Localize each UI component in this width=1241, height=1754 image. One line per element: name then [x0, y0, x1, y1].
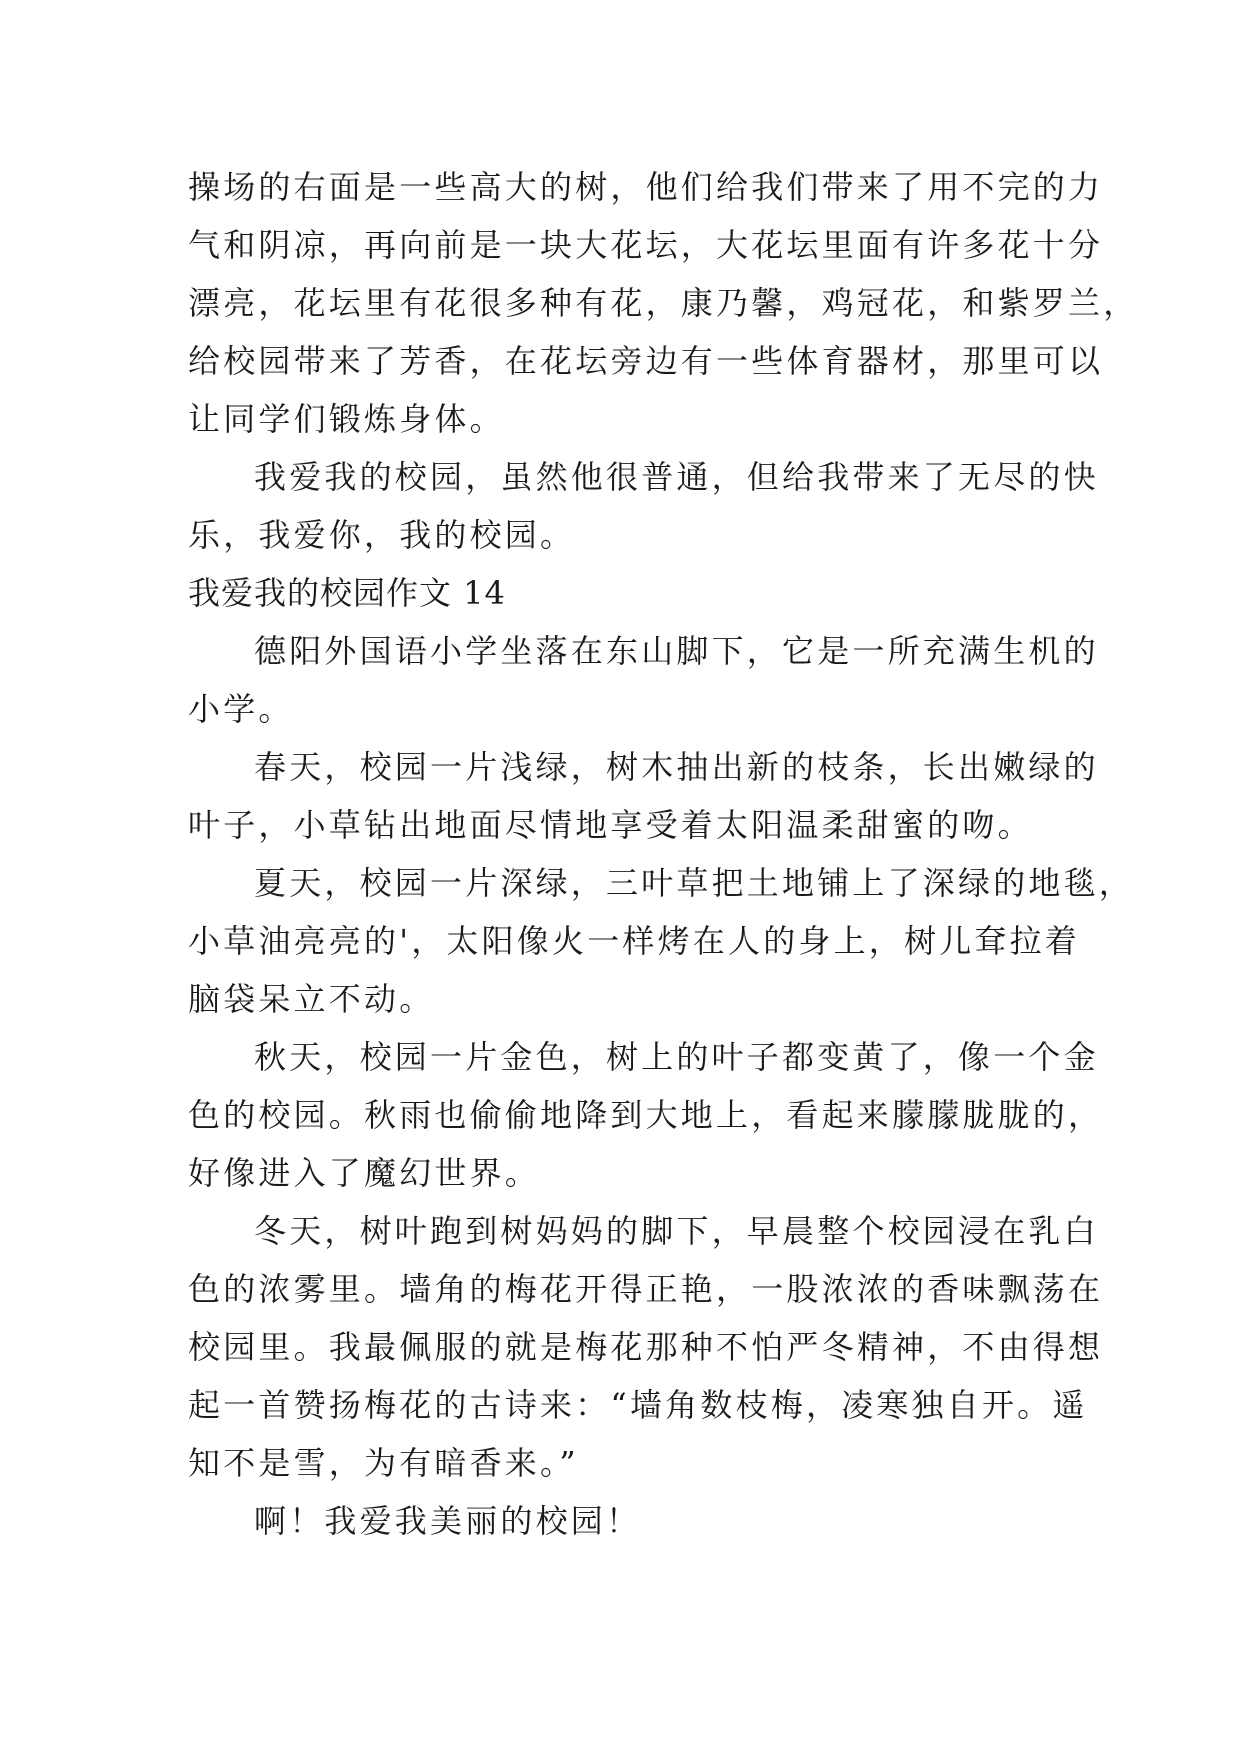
section-title: 我爱我的校园作文 14: [188, 574, 506, 612]
text-line: 让同学们锻炼身体。: [188, 400, 505, 438]
paragraph-first-line: 春天，校园一片浅绿，树木抽出新的枝条，长出嫩绿的: [254, 748, 1099, 786]
text-line: 漂亮，花坛里有花很多种有花，康乃馨，鸡冠花，和紫罗兰，: [188, 284, 1139, 322]
essay-text-block: [188, 158, 1139, 1550]
text-line: 给校园带来了芳香，在花坛旁边有一些体育器材，那里可以: [188, 342, 1104, 380]
text-line: 校园里。我最佩服的就是梅花那种不怕严冬精神，不由得想: [188, 1328, 1104, 1366]
text-line: 乐，我爱你，我的校园。: [188, 516, 576, 554]
text-line: 好像进入了魔幻世界。: [188, 1154, 541, 1192]
text-line: 色的浓雾里。墙角的梅花开得正艳，一股浓浓的香味飘荡在: [188, 1270, 1104, 1308]
text-line: 脑袋呆立不动。: [188, 980, 435, 1018]
paragraph-first-line: 秋天，校园一片金色，树上的叶子都变黄了，像一个金: [254, 1038, 1099, 1076]
paragraph-first-line: 夏天，校园一片深绿，三叶草把土地铺上了深绿的地毯，: [254, 864, 1135, 902]
text-line: 起一首赞扬梅花的古诗来：“墙角数枝梅，凌寒独自开。遥: [188, 1386, 1088, 1424]
paragraph-first-line: 冬天，树叶跑到树妈妈的脚下，早晨整个校园浸在乳白: [254, 1212, 1099, 1250]
text-line: 色的校园。秋雨也偷偷地降到大地上，看起来朦朦胧胧的，: [188, 1096, 1104, 1134]
text-line: 小学。: [188, 690, 294, 728]
text-line: 小草油亮亮的'，太阳像火一样烤在人的身上，树儿耷拉着: [188, 922, 1080, 960]
text-line: 知不是雪，为有暗香来。”: [188, 1444, 579, 1482]
paragraph-first-line: 德阳外国语小学坐落在东山脚下，它是一所充满生机的: [254, 632, 1099, 670]
text-line: 操场的右面是一些高大的树，他们给我们带来了用不完的力: [188, 168, 1104, 206]
paragraph-first-line: 啊！我爱我美丽的校园！: [254, 1502, 642, 1540]
paragraph-first-line: 我爱我的校园，虽然他很普通，但给我带来了无尽的快: [254, 458, 1099, 496]
text-line: 叶子，小草钻出地面尽情地享受着太阳温柔甜蜜的吻。: [188, 806, 1033, 844]
text-line: 气和阴凉，再向前是一块大花坛，大花坛里面有许多花十分: [188, 226, 1104, 264]
